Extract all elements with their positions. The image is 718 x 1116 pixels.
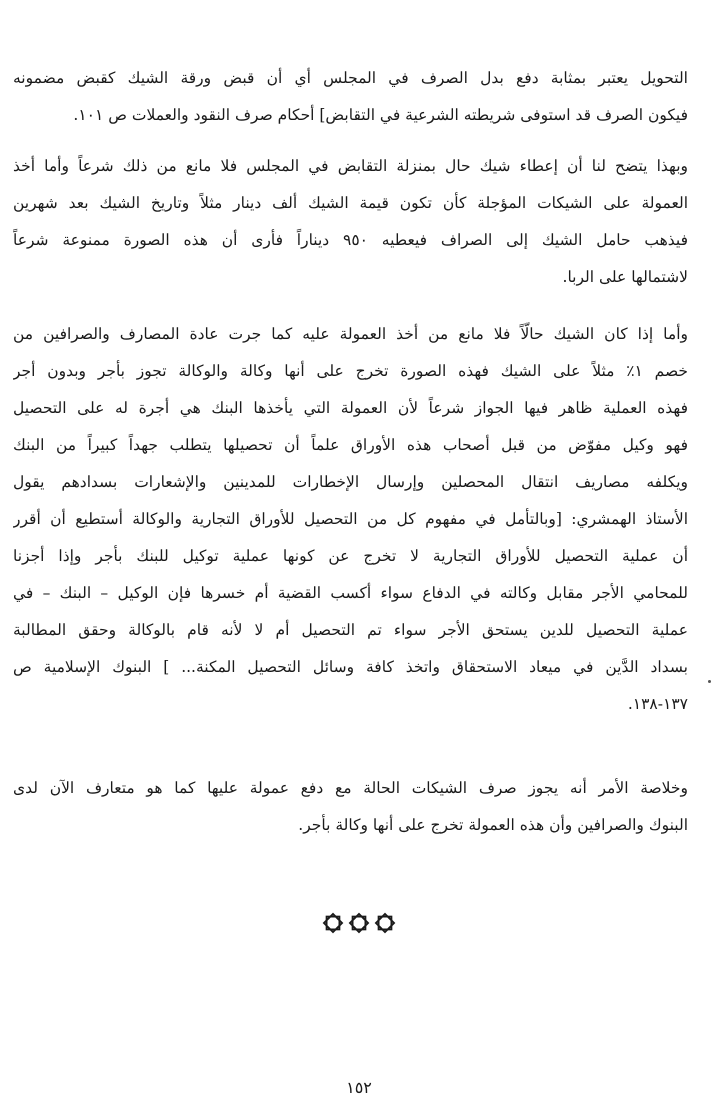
text-line: ١٣٧-١٣٨. xyxy=(627,695,688,713)
text-line: الأستاذ الهمشري: [وبالتأمل في مفهوم كل من التحصيل للأوراق التجارية والوكالة أستطيع أن أقرر xyxy=(13,510,688,528)
text-line: عملية التحصيل للدين يستحق الأجر سواء تم التحصيل أم لا لأنه قام بالوكالة وحقق المطالبة xyxy=(13,621,688,639)
text-line: فهذه العملية ظاهر فيها الجواز شرعاً لأن العمولة التي يأخذها البنك هي أجرة له على التحصيل xyxy=(13,399,688,417)
star-ornament-icon xyxy=(374,912,396,934)
page-number: ١٥٢ xyxy=(346,1078,372,1097)
star-ornament-icon xyxy=(322,912,344,934)
text-line: فيكون الصرف قد استوفى شريطته الشرعية في التقابض] أحكام صرف النقود والعملات ص ١٠١. xyxy=(73,106,688,124)
text-line: وخلاصة الأمر أنه يجوز صرف الشيكات الحالة مع دفع عمولة عليها كما هو متعارف الآن لدى xyxy=(13,779,688,797)
text-line: فهو وكيل مفوّض من قبل أصحاب هذه الأوراق علماً أن تحصيلها يتطلب جهداً كبيراً من البنك xyxy=(13,436,688,454)
text-line: وبهذا يتضح لنا أن إعطاء شيك حال بمنزلة التقابض في المجلس فلا مانع من ذلك شرعاً وأما أخذ xyxy=(13,157,688,175)
text-line: العمولة على الشيكات المؤجلة كأن تكون قيمة الشيك ألف دينار مثلاً وتاريخ الشيك بعد شهرين xyxy=(13,194,688,212)
section-ornament xyxy=(0,912,718,934)
star-ornament-icon xyxy=(348,912,370,934)
text-line: بسداد الدَّين في ميعاد الاستحقاق واتخذ كافة وسائل التحصيل المكنة... ] البنوك الإسلامية ص xyxy=(13,658,688,676)
text-line: خصم ١٪ مثلاً على الشيك فهذه الصورة تخرج على أنها وكالة والوكالة تجوز بأجر وبدون أجر xyxy=(13,362,688,380)
text-line: للمحامي الأجر مقابل وكالته في الدفاع سواء أكسب القضية أم خسرها فإن الوكيل – البنك – في xyxy=(13,584,688,602)
text-line: لاشتمالها على الربا. xyxy=(562,268,688,286)
paragraph-4 xyxy=(13,770,688,844)
text-line: البنوك والصرافين وأن هذه العمولة تخرج على أنها وكالة بأجر. xyxy=(298,816,688,834)
text-line: وأما إذا كان الشيك حالّاً فلا مانع من أخذ العمولة عليه كما جرت عادة المصارف والصرافين من xyxy=(13,325,688,343)
text-line: أن عملية التحصيل للأوراق التجارية لا تخرج عن كونها عملية توكيل للبنك بأجر وإذا أجزنا xyxy=(13,547,688,565)
text-line: ويكلفه مصاريف انتقال المحصلين وإرسال الإخطارات للمدينين والإشعارات بسدادهم يقول xyxy=(13,473,688,491)
paragraph-3 xyxy=(13,316,688,723)
paragraph-1 xyxy=(13,60,688,134)
text-line: التحويل يعتبر بمثابة دفع بدل الصرف في المجلس أي أن قبض ورقة الشيك كقبض مضمونه xyxy=(13,69,688,87)
text-line: فيذهب حامل الشيك إلى الصراف فيعطيه ٩٥٠ ديناراً فأرى أن هذه الصورة ممنوعة شرعاً xyxy=(13,231,688,249)
margin-mark xyxy=(708,680,711,683)
paragraph-2 xyxy=(13,148,688,296)
